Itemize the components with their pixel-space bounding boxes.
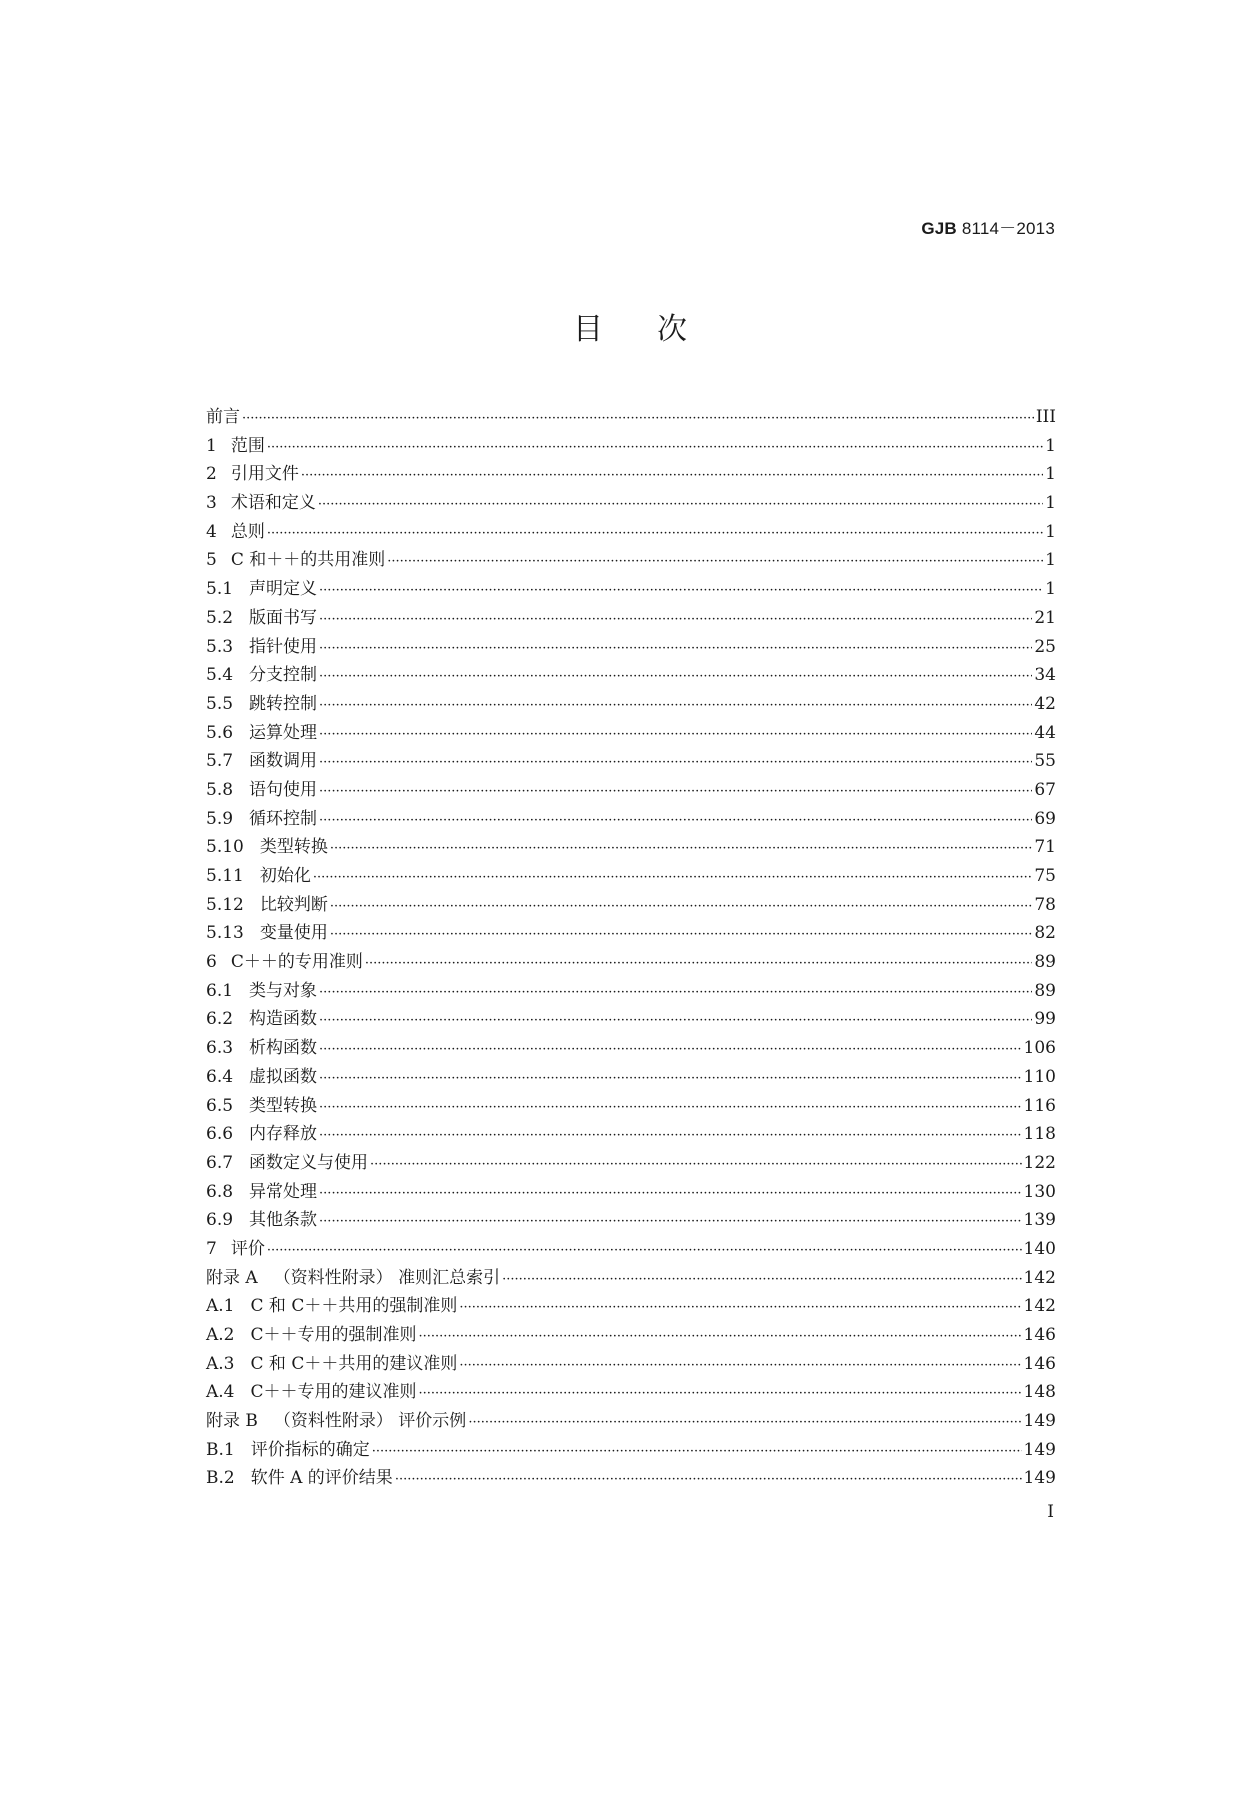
toc-entry-page: 69 (1034, 808, 1056, 829)
toc-dot-leader (319, 612, 1032, 627)
toc-entry-page: 1 (1045, 550, 1056, 571)
toc-entry-number: 6.8 (206, 1181, 234, 1202)
toc-entry-title (206, 1263, 500, 1288)
toc-entry-number: B.2 (206, 1468, 235, 1489)
toc-dot-leader (267, 440, 1043, 455)
toc-entry[interactable] (206, 1004, 1056, 1033)
toc-entry-text: C 和＋＋的共用准则 (230, 550, 386, 571)
toc-entry-number: 5.6 (206, 722, 234, 743)
toc-entry-number: 6.4 (206, 1066, 234, 1087)
toc-entry-page: 42 (1034, 693, 1056, 714)
toc-dot-leader (319, 1214, 1022, 1229)
toc-entry-text: 比较判断 (259, 894, 328, 915)
toc-entry-number: 5.12 (206, 894, 244, 915)
document-code-prefix: GJB (921, 219, 957, 238)
toc-dot-leader (395, 1472, 1022, 1487)
toc-entry-title (206, 1148, 368, 1173)
toc-entry[interactable] (206, 1177, 1056, 1206)
toc-entry-text: 函数定义与使用 (249, 1152, 369, 1173)
toc-entry-title (206, 459, 299, 484)
toc-entry-number: 6.9 (206, 1210, 234, 1231)
toc-entry-title (206, 1004, 317, 1029)
toc-entry-page: 25 (1034, 636, 1056, 657)
toc-dot-leader (319, 583, 1043, 598)
toc-entry-title (206, 1435, 370, 1460)
toc-entry-page: 99 (1034, 1009, 1056, 1030)
toc-entry-title (206, 488, 316, 513)
document-code (921, 214, 1055, 239)
toc-entry-number: 5.13 (206, 923, 244, 944)
toc-entry-text: C 和 C＋＋共用的建议准则 (250, 1353, 458, 1374)
toc-entry-number: 2 (206, 464, 217, 485)
toc-entry[interactable] (206, 1463, 1056, 1492)
toc-dot-leader (313, 870, 1033, 885)
toc-entry[interactable] (206, 1119, 1056, 1148)
toc-dot-leader (330, 927, 1033, 942)
toc-entry-text: 软件 A 的评价结果 (250, 1468, 393, 1489)
toc-entry-number: 6 (206, 952, 217, 973)
toc-entry[interactable] (206, 517, 1056, 546)
toc-entry-number: 5.3 (206, 636, 234, 657)
toc-entry-number: 5.10 (206, 837, 244, 858)
toc-entry-number: 5.5 (206, 693, 234, 714)
toc-entry-text: 语句使用 (249, 779, 318, 800)
title-char-2: 次 (657, 312, 687, 347)
toc-entry[interactable] (206, 402, 1056, 431)
toc-entry-page: 146 (1023, 1353, 1056, 1374)
toc-entry-text: 类型转换 (249, 1095, 318, 1116)
toc-dot-leader (370, 1157, 1022, 1172)
toc-entry-text: C 和 C＋＋共用的强制准则 (250, 1296, 458, 1317)
toc-entry-text: 评价指标的确定 (250, 1439, 370, 1460)
toc-entry[interactable] (206, 1091, 1056, 1120)
toc-entry-title (206, 660, 317, 685)
toc-entry-number: A.1 (206, 1296, 235, 1317)
toc-dot-leader (419, 1329, 1022, 1344)
toc-dot-leader (319, 698, 1032, 713)
toc-entry-page: 82 (1034, 923, 1056, 944)
toc-entry-number: 3 (206, 493, 217, 514)
toc-entry[interactable] (206, 1349, 1056, 1378)
toc-dot-leader (301, 468, 1043, 483)
toc-entry-title (206, 632, 317, 657)
toc-entry[interactable] (206, 918, 1056, 947)
toc-entry-title (206, 1062, 317, 1087)
toc-entry-number: 4 (206, 521, 217, 542)
toc-entry-text: 构造函数 (249, 1009, 318, 1030)
toc-dot-leader (319, 641, 1032, 656)
toc-entry-number: 5.9 (206, 808, 234, 829)
toc-entry[interactable] (206, 1291, 1056, 1320)
toc-entry-page: 89 (1034, 952, 1056, 973)
toc-entry-title (206, 574, 317, 599)
toc-entry-page: 130 (1023, 1181, 1056, 1202)
toc-entry-text: 引用文件 (230, 464, 299, 485)
toc-entry-title (206, 1406, 466, 1431)
toc-dot-leader (319, 784, 1032, 799)
toc-entry-title (206, 746, 317, 771)
toc-entry-text: 前言 (206, 407, 240, 427)
toc-entry-title (206, 1234, 265, 1259)
toc-dot-leader (318, 497, 1043, 512)
toc-entry-number: 5.7 (206, 751, 234, 772)
toc-entry-number: A.4 (206, 1382, 235, 1403)
toc-dot-leader (387, 554, 1043, 569)
toc-entry-text: 类型转换 (259, 837, 328, 858)
toc-entry[interactable] (206, 1320, 1056, 1349)
toc-entry-page: 106 (1023, 1038, 1056, 1059)
toc-entry-title (206, 1291, 457, 1316)
title-char-1: 目 (573, 312, 603, 347)
toc-entry[interactable] (206, 574, 1056, 603)
toc-entry-number: 5.2 (206, 607, 234, 628)
toc-entry[interactable] (206, 775, 1056, 804)
toc-entry-page: 110 (1023, 1066, 1056, 1087)
toc-entry-number: 6.6 (206, 1124, 234, 1145)
toc-entry-title (206, 1349, 457, 1374)
toc-entry[interactable] (206, 1234, 1056, 1263)
toc-entry-number: 6.1 (206, 980, 234, 1001)
toc-dot-leader (468, 1415, 1021, 1430)
toc-entry-text: （资料性附录） 准则汇总索引 (273, 1267, 501, 1288)
toc-entry-title (206, 890, 328, 915)
toc-entry-text: 术语和定义 (230, 493, 316, 514)
toc-entry-page: 149 (1023, 1439, 1056, 1460)
toc-entry-text: C＋＋专用的强制准则 (250, 1325, 417, 1345)
toc-entry[interactable] (206, 459, 1056, 488)
toc-entry-title (206, 1091, 317, 1116)
toc-entry-title (206, 775, 317, 800)
toc-entry-number: 6.2 (206, 1009, 234, 1030)
toc-dot-leader (319, 669, 1032, 684)
toc-entry-page: 140 (1023, 1238, 1056, 1259)
toc-entry-number: A.3 (206, 1353, 235, 1374)
toc-entry-page: 21 (1034, 607, 1056, 628)
toc-entry-text: 范围 (230, 435, 265, 456)
toc-entry[interactable] (206, 488, 1056, 517)
toc-entry-text: 析构函数 (249, 1038, 318, 1059)
toc-entry-page: 142 (1023, 1296, 1056, 1317)
toc-entry-page: 118 (1023, 1124, 1056, 1145)
toc-entry[interactable] (206, 861, 1056, 890)
toc-entry-title (206, 1320, 417, 1345)
toc-entry-title (206, 1377, 417, 1402)
toc-entry-text: 评价 (230, 1238, 265, 1259)
toc-entry-page: 67 (1034, 779, 1056, 800)
toc-entry-page: 146 (1023, 1325, 1056, 1345)
toc-entry[interactable] (206, 603, 1056, 632)
toc-dot-leader (319, 1128, 1022, 1143)
toc-entry[interactable] (206, 1263, 1056, 1292)
toc-entry-title (206, 718, 317, 743)
toc-entry[interactable] (206, 545, 1056, 574)
toc-entry-text: 总则 (230, 521, 265, 542)
toc-entry-title (206, 517, 265, 542)
toc-dot-leader (267, 1243, 1022, 1258)
toc-entry-text: 类与对象 (249, 980, 318, 1001)
page-number: I (1047, 1502, 1054, 1522)
toc-dot-leader (319, 1042, 1022, 1057)
toc-entry-title (206, 804, 317, 829)
toc-entry-number: A.2 (206, 1325, 235, 1345)
toc-entry-page: 142 (1023, 1267, 1056, 1288)
toc-entry-text: 版面书写 (249, 607, 318, 628)
toc-entry-title (206, 603, 317, 628)
toc-entry[interactable] (206, 1205, 1056, 1234)
toc-entry-title (206, 918, 328, 943)
toc-entry-title (206, 1205, 317, 1230)
toc-entry-number: 1 (206, 435, 217, 456)
toc-entry-page: 75 (1034, 866, 1056, 886)
toc-entry-number: 6.3 (206, 1038, 234, 1059)
toc-entry[interactable] (206, 1377, 1056, 1406)
toc-entry-text: 虚拟函数 (249, 1066, 318, 1087)
toc-entry[interactable] (206, 832, 1056, 861)
toc-entry-number: 7 (206, 1238, 217, 1259)
page-title (0, 304, 1260, 348)
toc-entry-number: 5.1 (206, 579, 234, 600)
toc-entry-page: 1 (1045, 579, 1056, 600)
toc-entry-page: 149 (1023, 1411, 1056, 1432)
toc-entry-page: 149 (1023, 1468, 1056, 1489)
toc-entry-page: 71 (1034, 837, 1056, 858)
toc-entry[interactable] (206, 718, 1056, 747)
toc-entry-page: 89 (1034, 980, 1056, 1001)
toc-entry-text: 其他条款 (249, 1210, 318, 1231)
toc-entry-number: B.1 (206, 1439, 235, 1460)
toc-dot-leader (502, 1272, 1021, 1287)
toc-entry-title (206, 1177, 317, 1202)
toc-dot-leader (319, 727, 1032, 742)
toc-entry[interactable] (206, 431, 1056, 460)
toc-entry[interactable] (206, 1033, 1056, 1062)
toc-entry-page: III (1035, 407, 1056, 427)
toc-entry[interactable] (206, 1406, 1056, 1435)
toc-entry-title (206, 689, 317, 714)
toc-entry-title (206, 431, 265, 456)
toc-entry[interactable] (206, 1062, 1056, 1091)
toc-entry-title (206, 402, 240, 427)
toc-entry-page: 55 (1034, 751, 1056, 772)
toc-entry-text: C＋＋的专用准则 (230, 952, 363, 973)
table-of-contents (206, 402, 1056, 1492)
toc-entry[interactable] (206, 746, 1056, 775)
toc-entry-page: 1 (1045, 493, 1056, 514)
toc-entry-number: 5.11 (206, 866, 244, 886)
toc-entry-text: 声明定义 (249, 579, 318, 600)
toc-entry-title (206, 1119, 317, 1144)
toc-entry-page: 116 (1023, 1095, 1056, 1116)
toc-entry-text: 分支控制 (249, 665, 318, 686)
toc-entry-number: 6.5 (206, 1095, 234, 1116)
toc-entry[interactable] (206, 947, 1056, 976)
toc-entry-page: 1 (1045, 435, 1056, 456)
toc-entry-text: 运算处理 (249, 722, 318, 743)
toc-entry[interactable] (206, 890, 1056, 919)
toc-entry[interactable] (206, 804, 1056, 833)
toc-entry-title (206, 976, 317, 1001)
toc-dot-leader (319, 985, 1032, 1000)
toc-entry-page: 122 (1023, 1152, 1056, 1173)
toc-dot-leader (330, 899, 1033, 914)
toc-entry-number: 5.8 (206, 779, 234, 800)
toc-entry-text: 指针使用 (249, 636, 318, 657)
toc-entry-number: 6.7 (206, 1152, 234, 1173)
toc-dot-leader (330, 841, 1033, 856)
toc-entry-text: C＋＋专用的建议准则 (250, 1382, 417, 1403)
toc-entry-text: 函数调用 (249, 751, 318, 772)
toc-entry-text: 变量使用 (259, 923, 328, 944)
toc-entry[interactable] (206, 1148, 1056, 1177)
toc-entry[interactable] (206, 976, 1056, 1005)
toc-dot-leader (459, 1300, 1021, 1315)
toc-entry-page: 44 (1034, 722, 1056, 743)
toc-entry-text: 内存释放 (249, 1124, 318, 1145)
document-code-number: 8114－2013 (961, 219, 1055, 238)
toc-entry-title (206, 861, 311, 886)
toc-dot-leader (319, 813, 1032, 828)
toc-dot-leader (319, 1100, 1022, 1115)
toc-entry-text: 跳转控制 (249, 693, 318, 714)
toc-dot-leader (319, 1186, 1022, 1201)
toc-entry-number: 附录 B (206, 1411, 258, 1432)
toc-dot-leader (319, 1013, 1032, 1028)
toc-entry[interactable] (206, 632, 1056, 661)
toc-entry-number: 5.4 (206, 665, 234, 686)
toc-entry-title (206, 545, 385, 570)
toc-entry-text: 异常处理 (249, 1181, 318, 1202)
toc-dot-leader (267, 526, 1043, 541)
toc-entry-text: 初始化 (259, 866, 311, 886)
toc-entry-number: 5 (206, 550, 217, 571)
toc-dot-leader (372, 1444, 1022, 1459)
toc-entry[interactable] (206, 1435, 1056, 1464)
toc-entry-page: 1 (1045, 521, 1056, 542)
toc-entry-text: （资料性附录） 评价示例 (273, 1411, 467, 1432)
toc-entry[interactable] (206, 660, 1056, 689)
toc-entry-title (206, 947, 363, 972)
toc-dot-leader (459, 1358, 1021, 1373)
toc-entry-title (206, 832, 328, 857)
toc-entry[interactable] (206, 689, 1056, 718)
toc-dot-leader (419, 1386, 1022, 1401)
toc-dot-leader (242, 411, 1034, 426)
toc-entry-page: 34 (1034, 665, 1056, 686)
toc-dot-leader (319, 1071, 1022, 1086)
toc-entry-text: 循环控制 (249, 808, 318, 829)
toc-dot-leader (365, 956, 1033, 971)
toc-entry-page: 1 (1045, 464, 1056, 485)
toc-entry-number: 附录 A (206, 1267, 258, 1288)
toc-entry-page: 139 (1023, 1210, 1056, 1231)
toc-entry-page: 148 (1023, 1382, 1056, 1403)
toc-dot-leader (319, 755, 1032, 770)
toc-entry-title (206, 1463, 393, 1488)
toc-entry-title (206, 1033, 317, 1058)
toc-entry-page: 78 (1034, 894, 1056, 915)
